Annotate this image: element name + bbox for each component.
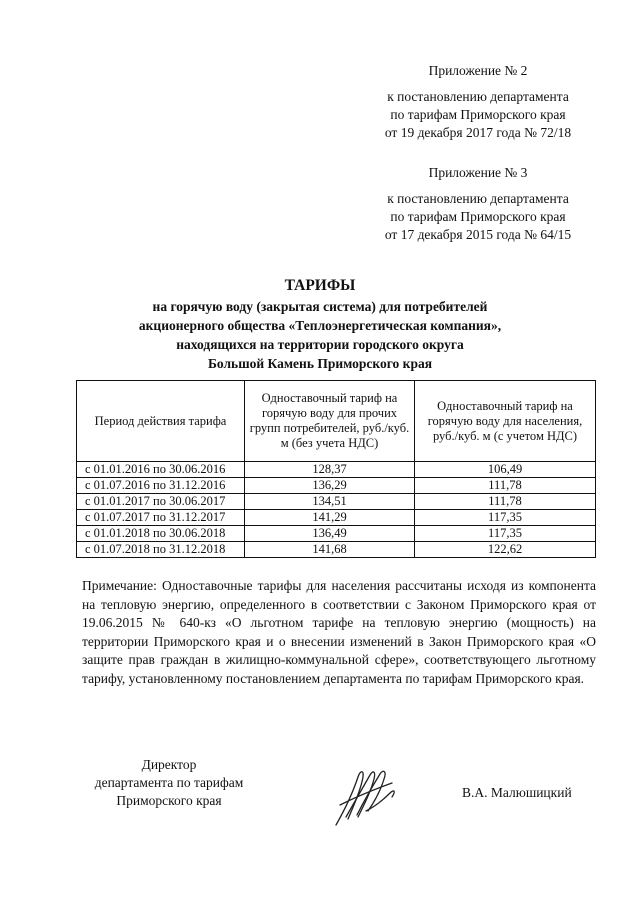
row-period: с 01.01.2018 по 30.06.2018 [77,526,245,542]
handwritten-signature [330,765,400,830]
document-title [70,276,570,373]
appendix-2-line: к постановлению департамента [387,89,569,104]
row-tariff-other: 134,51 [245,494,415,510]
row-tariff-other: 128,37 [245,462,415,478]
row-period: с 01.01.2016 по 30.06.2016 [77,462,245,478]
row-period: с 01.07.2017 по 31.12.2017 [77,510,245,526]
appendix-2-block [368,62,588,142]
note-paragraph: Примечание: Одноставочные тарифы для населения рассчитаны исходя из компонента на тепловую энергию, определенного в соответствии с Законом Приморского края от 19.06.2015 № 640-кз «О льготном тарифе на тепловую энергию (мощность) на территории Приморского края и о внесении изменений в Закон Приморского края «О защите прав граждан в жилищно-коммунальной сфере», соответствующего льготному тарифу, установленному постановлением департамента по тарифам Приморского края. [82,578,596,686]
title-line: акционерного общества «Теплоэнергетическая компания», [138,318,502,333]
row-period: с 01.07.2016 по 31.12.2016 [77,478,245,494]
header-tariff-population: Одноставочный тариф на горячую воду для населения, руб./куб. м (с учетом НДС) [415,381,596,462]
appendix-3-block [368,164,588,244]
signer-position [84,756,254,810]
table-row [77,494,596,510]
appendix-2-line: от 19 декабря 2017 года № 72/18 [384,125,572,140]
title-line: Большой Камень Приморского края [207,356,432,371]
signer-position-line: Приморского края [116,793,222,808]
table-header-row [77,381,596,462]
row-tariff-other: 141,68 [245,542,415,558]
title-main: ТАРИФЫ [284,277,356,294]
row-tariff-other: 141,29 [245,510,415,526]
row-tariff-population: 117,35 [415,510,596,526]
tariff-table [76,380,596,558]
appendix-3-line: от 17 декабря 2015 года № 64/15 [384,227,572,242]
appendix-2-line: по тарифам Приморского края [390,107,566,122]
title-line: на горячую воду (закрытая система) для потребителей [152,299,488,314]
row-tariff-population: 111,78 [415,494,596,510]
signer-position-line: Директор [141,757,197,772]
title-line: находящихся на территории городского округа [176,337,464,352]
signer-name: В.А. Малюшицкий [462,785,572,800]
row-tariff-population: 122,62 [415,542,596,558]
table-row [77,478,596,494]
table-row [77,462,596,478]
table-row [77,542,596,558]
row-tariff-other: 136,29 [245,478,415,494]
appendix-3-line: по тарифам Приморского края [390,209,566,224]
row-period: с 01.07.2018 по 31.12.2018 [77,542,245,558]
row-tariff-other: 136,49 [245,526,415,542]
row-tariff-population: 106,49 [415,462,596,478]
appendix-2-heading: Приложение № 2 [428,63,528,78]
row-period: с 01.01.2017 по 30.06.2017 [77,494,245,510]
header-period: Период действия тарифа [77,381,245,462]
row-tariff-population: 111,78 [415,478,596,494]
appendix-3-line: к постановлению департамента [387,191,569,206]
header-tariff-other: Одноставочный тариф на горячую воду для прочих групп потребителей, руб./куб. м (без учета НДС) [245,381,415,462]
signer-position-line: департамента по тарифам [94,775,244,790]
appendix-3-heading: Приложение № 3 [428,165,528,180]
row-tariff-population: 117,35 [415,526,596,542]
table-row [77,510,596,526]
table-row [77,526,596,542]
